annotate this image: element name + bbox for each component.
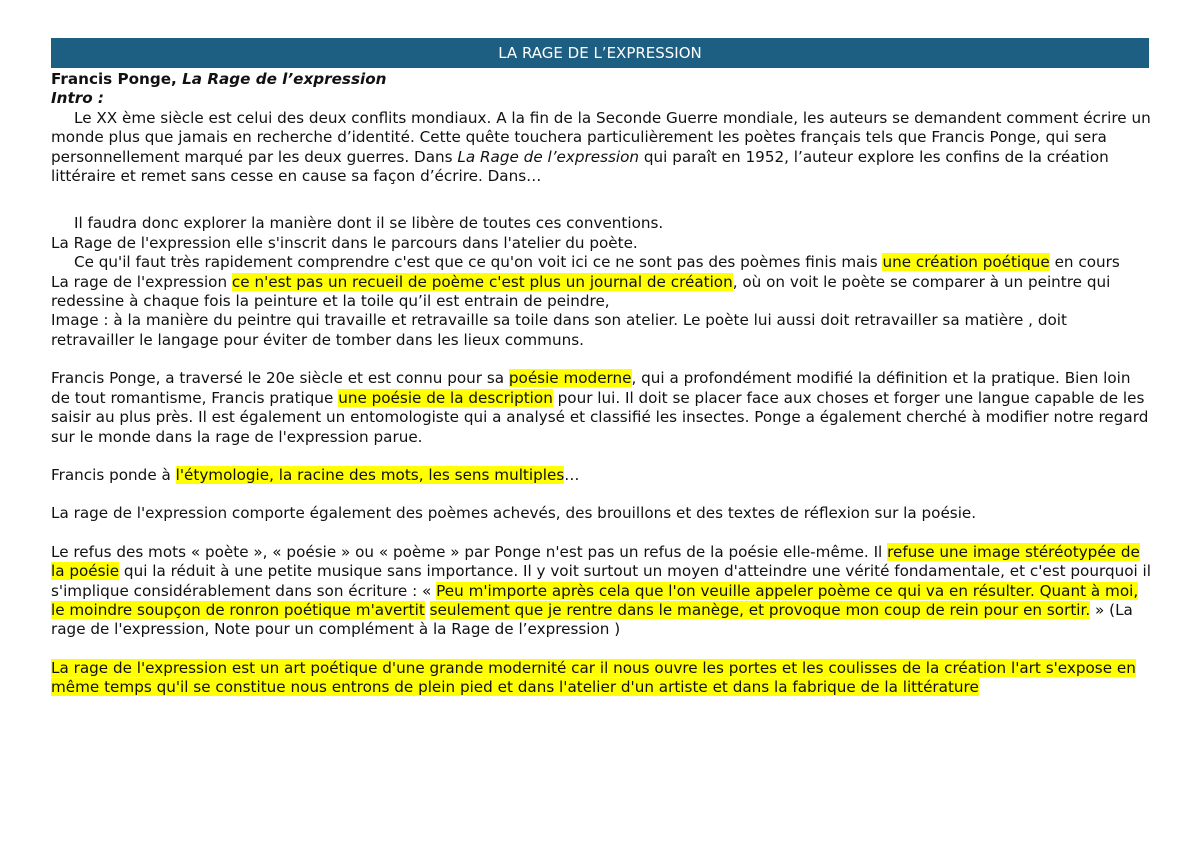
highlight: refuse une image stéréotypée de la poésie [51,542,1140,581]
highlight: Peu m'importe après cela que l'on veuille appeler poème ce qui va en résulter. Quant à moi, le moindre soupçon de ronron poétique m'avertit [51,581,1139,619]
highlight: poésie moderne [508,369,632,388]
intro-paragraph: Le XX ème siècle est celui des deux conflits mondiaux. A la fin de la Seconde Guerre mondiale, les auteurs se demandent comment écrire un monde plus que jamais en recherche d’identité. Cette quête touchera particulièrement les poètes français tels que Francis Ponge, qui sera personnellement marqué par les deux guerres. Dans La Rage de l’expression qui paraît en 1952, l’auteur explore les confins de la création littéraire et remet sans cesse en cause sa façon d’écrire. Dans… [51,108,1151,186]
highlight: ce n'est pas un recueil de poème c'est plus un journal de création [231,272,733,291]
line-conventions: Il faudra donc explorer la manière dont il se libère de toutes ces conventions. [74,214,664,233]
highlight: La rage de l'expression est un art poétique d'une grande modernité car il nous ouvre les portes et les coulisses de la création l'art s'expose en même temps qu'il se constitue nous entrons de plein pied et dans l'atelier d'un artiste et dans la fabrique de la littérature [51,658,1136,697]
banner-title: LA RAGE DE L’EXPRESSION [498,44,702,62]
highlight: l'étymologie, la racine des mots, les sens multiples [175,465,565,484]
highlight: une poésie de la description [338,388,553,407]
intro-label: Intro : [51,89,105,108]
paragraph-etymologie: Francis ponde à l'étymologie, la racine des mots, les sens multiples… [51,465,580,484]
paragraph-refus: Le refus des mots « poète », « poésie » ou « poème » par Ponge n'est pas un refus de la poésie elle-même. Il refuse une image stéréotypée de la poésie qui la réduit à une petite musique sans importance. Il y voit surtout un moyen d'atteindre une vérité fondamentale, et c'est pourquoi il s'implique considérablement dans son écriture : « Peu m'importe après cela que l'on veuille appeler poème ce qui va en résulter. Quant à moi, le moindre soupçon de ronron poétique m'avertit seulement que je rentre dans le manège, et provoque mon coup de rein pour en sortir. » (La rage de l'expression, Note pour un complément à la Rage de l’expression ) [51,542,1151,639]
line-image: Image : à la manière du peintre qui travaille et retravaille sa toile dans son atelier. Le poète lui aussi doit retravailler sa matière , doit retravailler le langage pour éviter de tomber dans les lieux communs. [51,311,1067,349]
highlight: seulement que je rentre dans le manège, et provoque mon coup de rein pour en sortir. [429,600,1091,619]
paragraph-comporte: La rage de l'expression comporte également des poèmes achevés, des brouillons et des textes de réflexion sur la poésie. [51,504,977,523]
line-journal: La rage de l'expression ce n'est pas un recueil de poème c'est plus un journal de création, où on voit le poète se comparer à un peintre qui redessine à chaque fois la peinture et la toile qu’il est entrain de peindre, [51,272,1111,311]
line-creation: Ce qu'il faut très rapidement comprendre c'est que ce qu'on voit ici ce ne sont pas des poèmes finis mais une création poétique en cours [74,253,1120,272]
document-body [51,70,1151,698]
paragraph-conclusion [51,659,1151,698]
line-parcours: La Rage de l'expression elle s'inscrit dans le parcours dans l'atelier du poète. [51,233,638,252]
heading-author: Francis Ponge, [51,70,183,88]
highlight: une création poétique [882,253,1050,272]
paragraph-ponge-moderne: Francis Ponge, a traversé le 20e siècle et est connu pour sa poésie moderne, qui a profondément modifié la définition et la pratique. Bien loin de tout romantisme, Francis pratique une poésie de la description pour lui. Il doit se placer face aux choses et forger une langue capable de les saisir au plus près. Il est également un entomologiste qui a analysé et classifié les insectes. Ponge a également cherché à modifier notre regard sur le monde dans la rage de l'expression parue. [51,369,1149,446]
title-banner [51,38,1149,68]
heading-work: La Rage de l’expression [182,70,387,88]
document-heading [51,70,1151,89]
